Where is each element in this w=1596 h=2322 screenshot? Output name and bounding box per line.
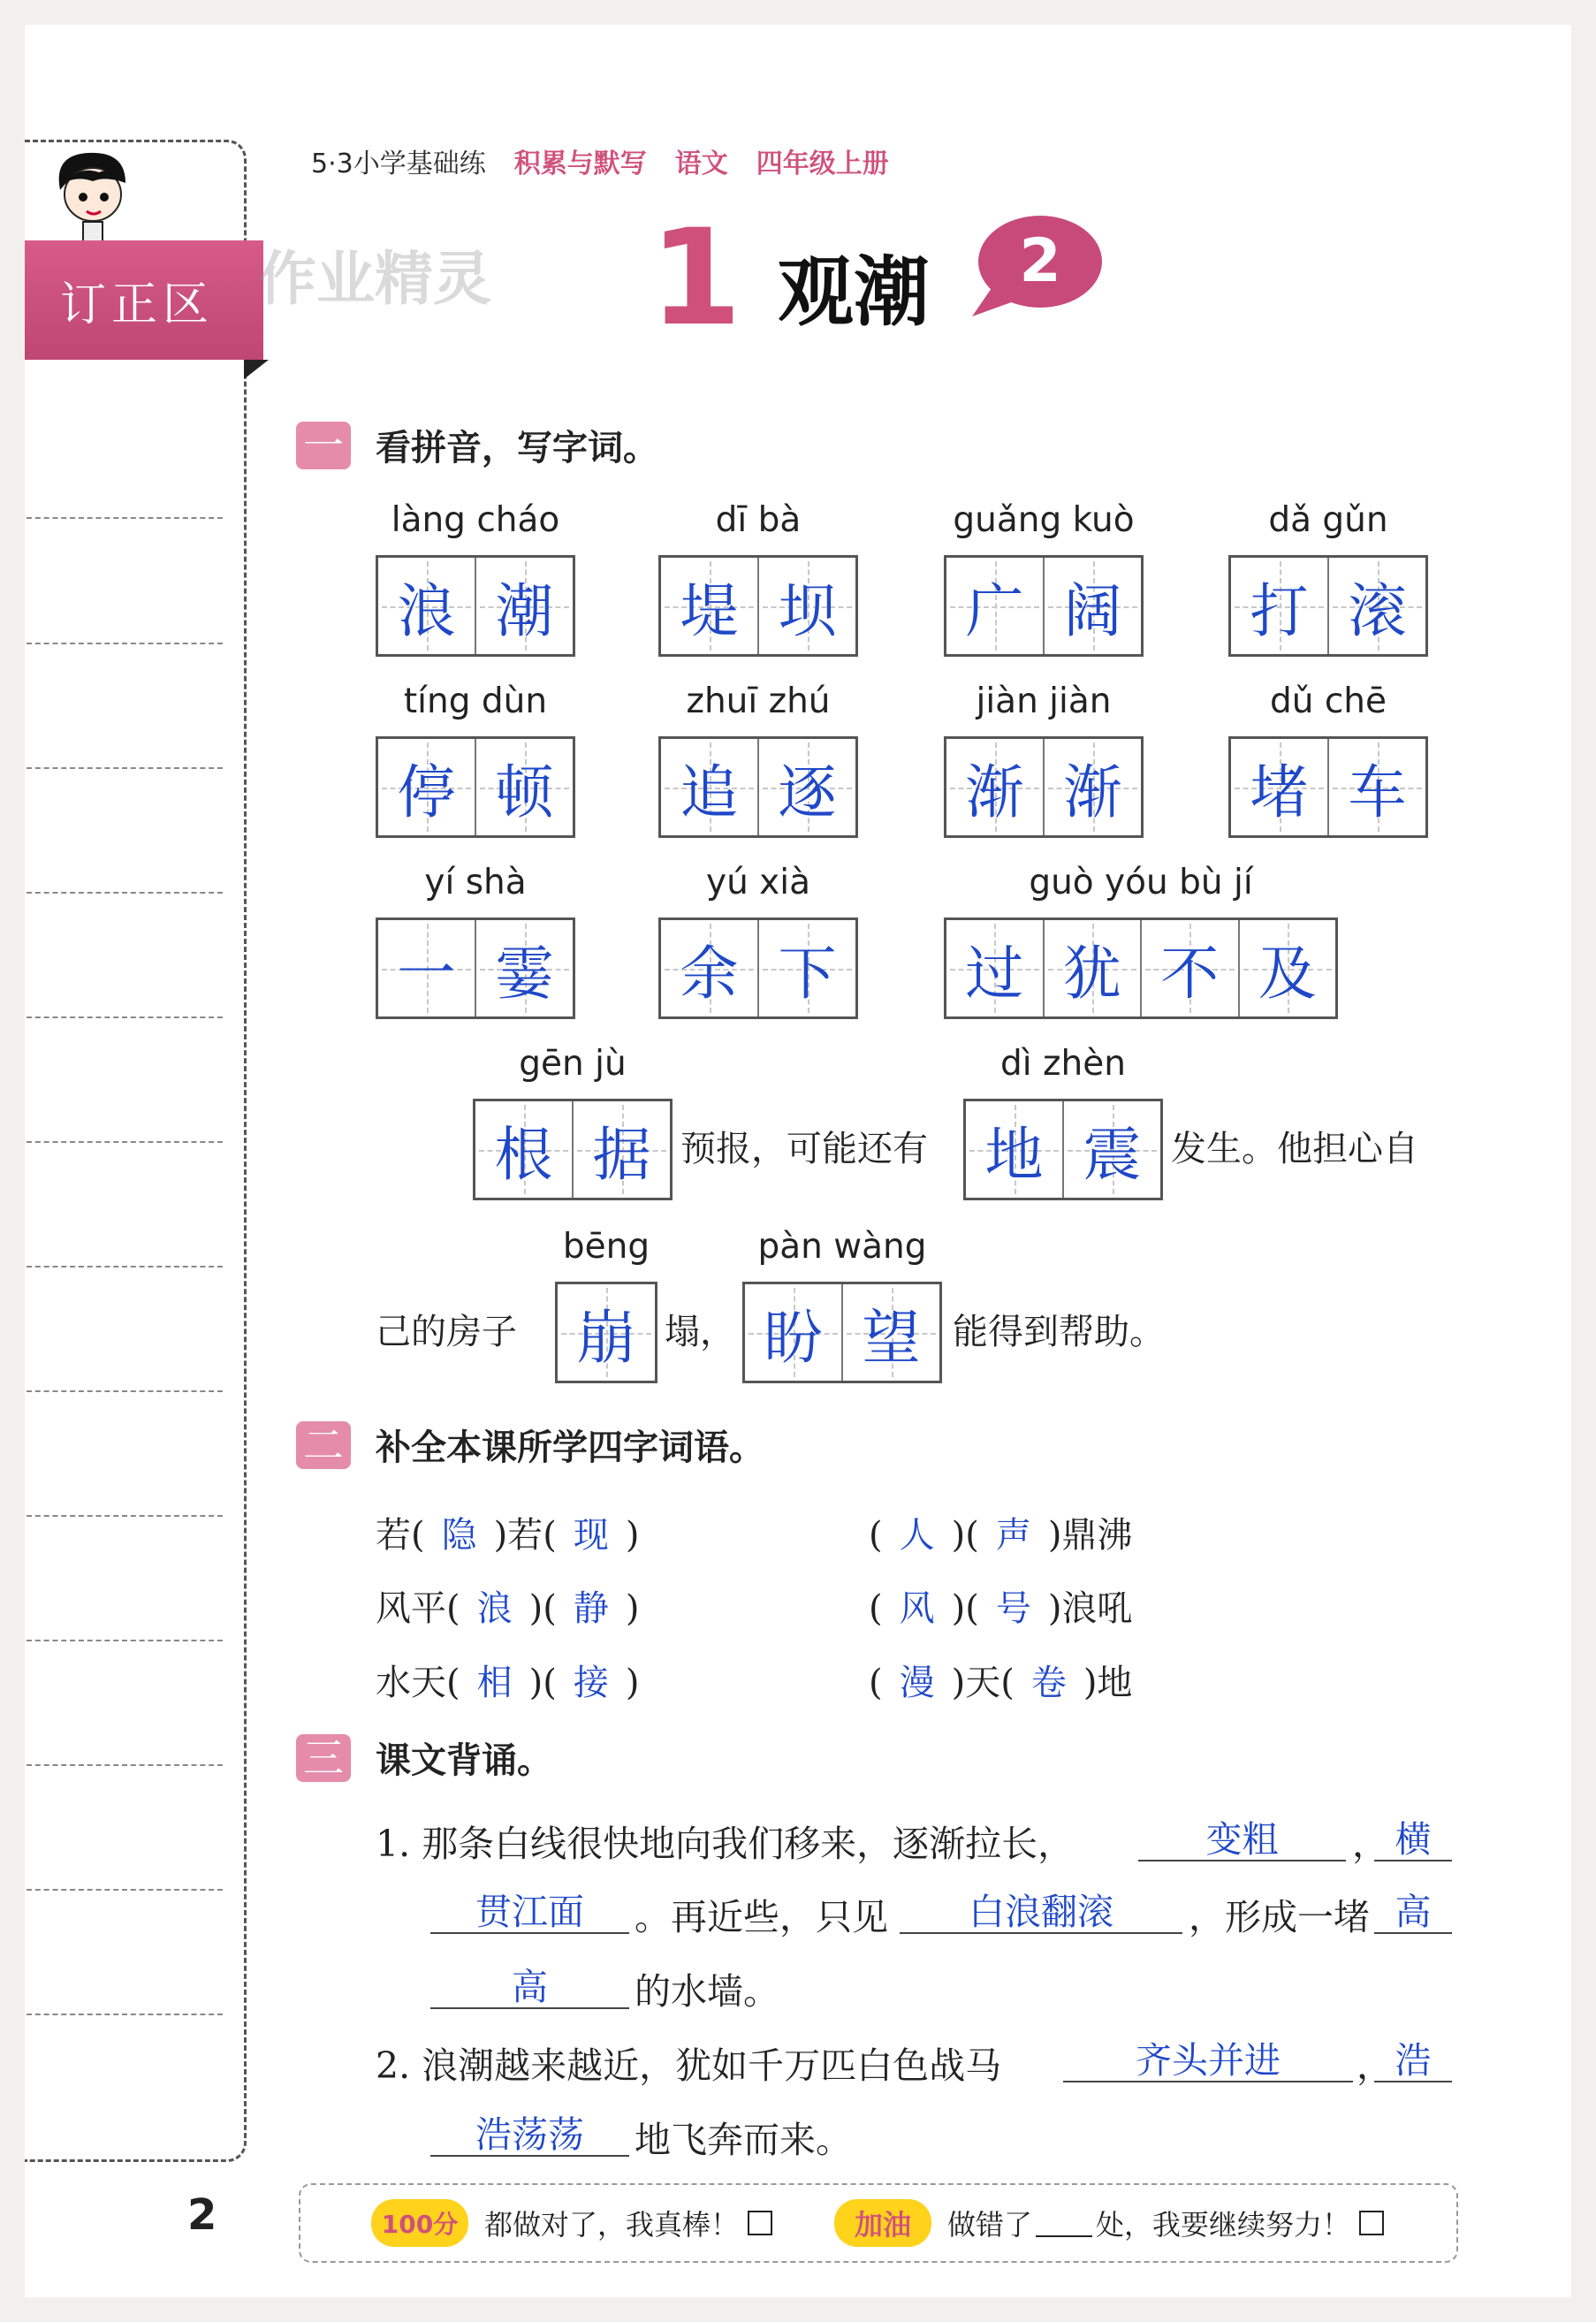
idiom-answer: 卷 [1030, 1663, 1067, 1703]
cheer-badge: 加油 [834, 2199, 931, 2247]
answer-blank: 贯江面 [430, 1883, 629, 1934]
character-grid [555, 1282, 657, 1383]
book-name: 积累与默写 [513, 148, 647, 179]
correction-area [25, 140, 247, 2162]
correction-line [27, 1266, 223, 1268]
correction-line [27, 767, 223, 769]
pinyin-label: gēn jù [519, 1044, 627, 1084]
written-character: 顿 [495, 758, 554, 826]
answer-blank: 高 [1374, 1883, 1452, 1934]
recite-text: 。再近些，只见 [635, 1896, 888, 1938]
section-number: 二 [296, 1421, 351, 1469]
idiom-item [869, 1655, 1132, 1705]
correction-line [27, 517, 223, 519]
section-3-header [296, 1732, 552, 1783]
recite-text: ，形成一堵 [1189, 1896, 1370, 1938]
idiom-answer: 浪 [476, 1588, 513, 1629]
written-character: 渐 [1063, 758, 1122, 826]
idiom-text: ( [869, 1588, 883, 1629]
character-cell [946, 558, 1045, 654]
pinyin-label: dǔ chē [1269, 681, 1387, 721]
recite-text: 地飞奔而来。 [635, 2119, 852, 2161]
pinyin-label: zhuī zhú [686, 681, 831, 721]
correction-line [27, 1515, 223, 1517]
recite-text: 2. 浪潮越来越近，犹如千万匹白色战马 [376, 2044, 1002, 2087]
lesson-number: 1 [650, 202, 742, 355]
character-cell [946, 920, 1045, 1016]
written-character: 车 [1348, 758, 1407, 826]
idiom-text: ( [869, 1515, 883, 1556]
written-character: 望 [862, 1304, 921, 1372]
pinyin-label: dǎ gǔn [1268, 500, 1388, 540]
sentence-text: 预报，可能还有 [680, 1129, 928, 1169]
idiom-answer: 声 [995, 1515, 1031, 1556]
pinyin-label: yú xià [705, 863, 810, 902]
written-character: 追 [680, 758, 739, 826]
watermark: 作业精灵 [258, 245, 491, 313]
section-1-header [296, 420, 658, 470]
recite-text: 1. 那条白线很快地向我们移来，逐渐拉长， [376, 1823, 1075, 1865]
character-grid [376, 917, 575, 1019]
character-grid [742, 1282, 942, 1383]
pinyin-label: dī bà [715, 500, 802, 540]
label-corner [244, 360, 269, 379]
written-character: 广 [965, 577, 1024, 645]
answer-blank: 变粗 [1138, 1810, 1346, 1861]
character-grid [658, 917, 858, 1019]
character-cell [1240, 920, 1336, 1016]
written-character: 及 [1258, 940, 1317, 1008]
written-character: 霎 [495, 940, 554, 1008]
character-cell [476, 558, 573, 654]
character-cell [1045, 739, 1141, 835]
sentence-text: 己的房子 [376, 1312, 517, 1352]
written-character: 过 [965, 940, 1024, 1008]
character-grid [944, 555, 1144, 657]
correction-line [27, 1141, 223, 1143]
character-cell [1231, 558, 1329, 654]
idiom-text: )( [528, 1663, 557, 1703]
character-grid [473, 1099, 673, 1200]
idiom-answer: 人 [899, 1515, 935, 1556]
idiom-item [869, 1580, 1132, 1631]
idiom-text: )( [951, 1588, 979, 1629]
character-grid [944, 736, 1144, 838]
idiom-item [376, 1580, 639, 1631]
pinyin-label: bēng [562, 1227, 650, 1267]
character-cell [759, 739, 855, 835]
recite-text: ， [1352, 1823, 1388, 1865]
pinyin-label: pàn wàng [757, 1227, 927, 1267]
written-character: 堤 [680, 577, 739, 645]
correction-area-label: 订正区 [25, 240, 263, 360]
written-character: 打 [1250, 577, 1309, 645]
character-grid [963, 1099, 1163, 1200]
lesson-part-badge [965, 209, 1106, 327]
pinyin-label: jiàn jiàn [976, 681, 1112, 721]
character-cell [661, 739, 759, 835]
idiom-text: 风平( [376, 1588, 460, 1629]
character-grid [376, 555, 575, 657]
character-cell [1064, 1101, 1160, 1198]
character-cell [378, 920, 476, 1016]
correction-line [27, 1889, 223, 1891]
character-cell [946, 739, 1045, 835]
written-character: 逐 [778, 758, 837, 826]
idiom-text: )( [528, 1588, 557, 1629]
pinyin-label: yí shà [424, 863, 527, 902]
answer-blank: 浩 [1374, 2031, 1452, 2082]
idiom-answer: 风 [899, 1588, 935, 1629]
idiom-text: )地 [1083, 1663, 1133, 1703]
character-cell [966, 1101, 1064, 1198]
written-character: 震 [1083, 1121, 1142, 1189]
character-grid [1228, 736, 1428, 838]
section-number: 三 [296, 1734, 351, 1782]
self-check-bar [299, 2183, 1458, 2263]
written-character: 不 [1160, 940, 1220, 1008]
written-character: 阔 [1063, 577, 1122, 645]
written-character: 堵 [1250, 758, 1309, 826]
grade-name: 四年级上册 [756, 148, 889, 179]
character-cell [1329, 558, 1425, 654]
written-character: 余 [680, 940, 739, 1008]
answer-blank: 白浪翻滚 [900, 1883, 1182, 1934]
character-grid [376, 736, 575, 838]
idiom-text: 若( [376, 1515, 425, 1556]
idiom-text: )( [951, 1515, 979, 1556]
correction-line [27, 1640, 223, 1641]
written-character: 潮 [495, 577, 554, 645]
wrong-checkbox[interactable] [1359, 2211, 1384, 2235]
character-cell [661, 558, 759, 654]
idiom-answer: 相 [476, 1663, 513, 1703]
idiom-item [376, 1507, 639, 1557]
answer-blank: 横 [1374, 1810, 1452, 1861]
pinyin-label: guǎng kuò [953, 500, 1135, 540]
character-cell [1142, 920, 1240, 1016]
character-cell [476, 739, 573, 835]
written-character: 地 [984, 1121, 1044, 1189]
idiom-text: )若( [493, 1515, 557, 1556]
idiom-answer: 接 [573, 1663, 609, 1703]
character-cell [558, 1284, 655, 1381]
written-character: 坝 [778, 577, 837, 645]
correction-line [27, 892, 223, 894]
written-character: 渐 [965, 758, 1024, 826]
recite-text: 的水墙。 [635, 1970, 779, 2013]
sentence-text: 塌， [665, 1312, 735, 1352]
written-character: 一 [397, 940, 456, 1008]
idiom-answer: 静 [573, 1588, 609, 1629]
pinyin-label: dì zhèn [1000, 1044, 1126, 1084]
written-character: 崩 [577, 1304, 635, 1372]
book-header [311, 141, 889, 180]
section-title: 课文背诵。 [376, 1740, 552, 1781]
idiom-text: ) [625, 1515, 640, 1556]
character-cell [759, 920, 855, 1016]
idiom-answer: 现 [573, 1515, 609, 1556]
sentence-text: 能得到帮助。 [953, 1312, 1165, 1352]
idiom-item [376, 1655, 639, 1705]
correction-line [27, 1390, 223, 1392]
character-cell [475, 1101, 574, 1198]
idiom-answer: 隐 [441, 1515, 477, 1556]
idiom-text: )天( [951, 1663, 1015, 1703]
idiom-text: ( [869, 1663, 883, 1703]
written-character: 犹 [1062, 940, 1121, 1008]
written-character: 据 [592, 1121, 651, 1189]
character-cell [476, 920, 573, 1016]
written-character: 滚 [1348, 577, 1407, 645]
score-badge: 100分 [371, 2199, 468, 2247]
idiom-answer: 漫 [899, 1663, 935, 1703]
section-title: 看拼音，写字词。 [376, 428, 658, 468]
character-cell [574, 1101, 670, 1198]
idiom-text: )浪吼 [1047, 1588, 1133, 1629]
lesson-title: 观潮 [778, 248, 930, 337]
pinyin-label: tíng dùn [403, 681, 548, 721]
answer-blank: 齐头并进 [1063, 2031, 1353, 2082]
idiom-text: )鼎沸 [1047, 1515, 1133, 1556]
section-title: 补全本课所学四字词语。 [376, 1427, 764, 1468]
character-cell [1231, 739, 1329, 835]
character-cell [1329, 739, 1425, 835]
wrong-text: 做错了 [947, 2208, 1033, 2242]
section-2-header [296, 1420, 764, 1470]
sentence-text: 发生。他担心自 [1171, 1129, 1418, 1169]
character-grid [944, 917, 1338, 1019]
character-grid [1228, 555, 1428, 657]
correction-line [27, 2014, 223, 2015]
pinyin-label: làng cháo [391, 500, 560, 540]
answer-blank: 浩荡荡 [430, 2105, 629, 2157]
character-cell [378, 558, 476, 654]
character-grid [658, 736, 858, 838]
character-cell [759, 558, 855, 654]
idiom-text: ) [625, 1588, 640, 1629]
character-cell [378, 739, 476, 835]
subject-name: 语文 [674, 148, 728, 179]
idiom-item [869, 1507, 1132, 1557]
wrong-count-blank[interactable] [1036, 2209, 1092, 2237]
written-character: 下 [778, 940, 837, 1008]
character-cell [843, 1284, 939, 1381]
character-cell [1045, 558, 1141, 654]
character-cell [661, 920, 759, 1016]
character-grid [658, 555, 858, 657]
written-character: 根 [494, 1121, 553, 1189]
written-character: 停 [397, 758, 456, 826]
page-number: 2 [187, 2190, 217, 2240]
pinyin-label: guò yóu bù jí [1029, 863, 1253, 902]
section-number: 一 [296, 422, 351, 469]
mascot-boy-icon [44, 146, 141, 247]
wrong-text-2: 处，我要继续努力！ [1096, 2208, 1351, 2242]
badge-number: 2 [1019, 226, 1061, 296]
recite-text: ， [1357, 2044, 1393, 2087]
correction-line [27, 643, 223, 644]
answer-blank: 高 [430, 1958, 629, 2009]
idiom-answer: 号 [995, 1588, 1031, 1629]
series-name: 5·3小学基础练 [311, 148, 486, 179]
character-cell [745, 1284, 843, 1381]
correction-line [27, 1764, 223, 1766]
idiom-text: ) [625, 1663, 640, 1703]
idiom-text: 水天( [376, 1663, 460, 1703]
written-character: 盼 [764, 1304, 823, 1372]
all-right-text: 都做对了，我真棒！ [484, 2208, 740, 2242]
all-right-checkbox[interactable] [748, 2211, 772, 2235]
correction-line [27, 1016, 223, 1018]
written-character: 浪 [397, 577, 456, 645]
character-cell [1045, 920, 1143, 1016]
